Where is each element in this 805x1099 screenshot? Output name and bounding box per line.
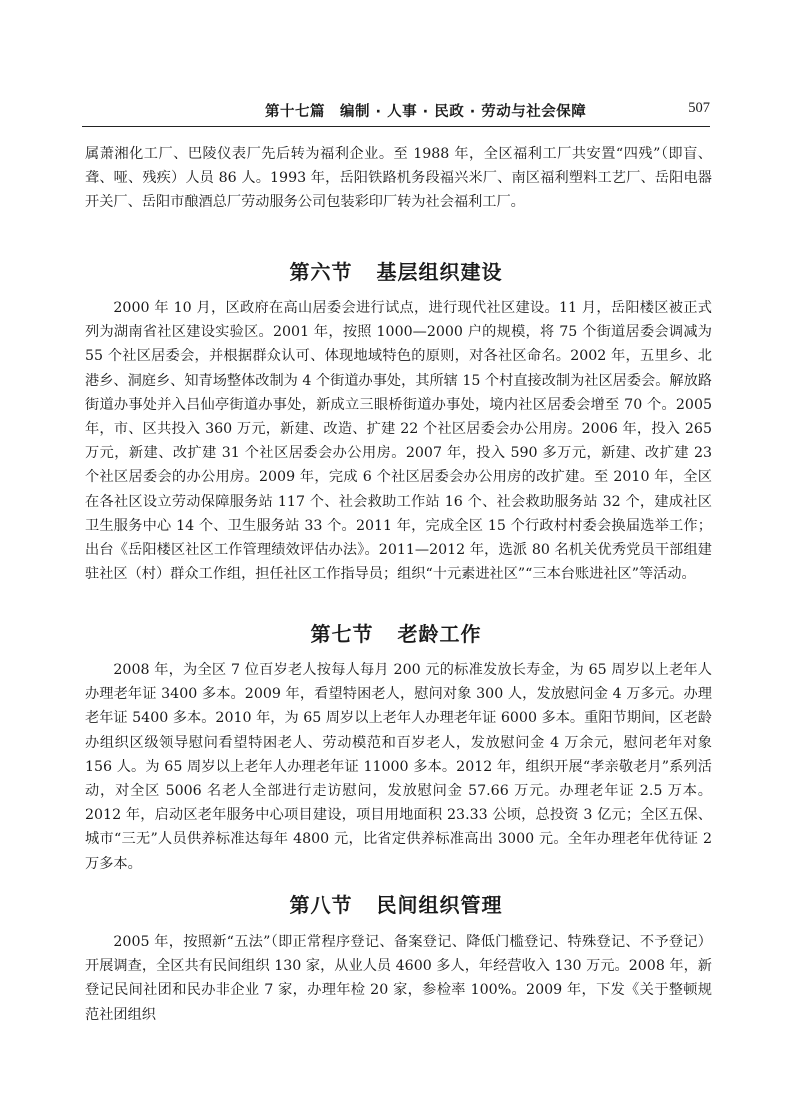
section-8-paragraph: 2005 年，按照新“五法”（即正常程序登记、备案登记、降低门槛登记、特殊登记、不予登记）开展调查，全区共有民间组织 130 家，从业人员 4600 多人，年经营收入 130 万元。2008 年，新登记民间社团和民办非企业 7 家，办理年检 20 家，参检率 100%。2009 年，下发《关于整顿规范社团组织 xyxy=(85,934,712,1023)
page-number: 507 xyxy=(688,100,710,116)
running-header xyxy=(82,100,710,122)
section-6-title: 基层组织建设 xyxy=(376,260,503,284)
section-7-paragraph: 2008 年，为全区 7 位百岁老人按每人每月 200 元的标准发放长寿金，为 65 周岁以上老年人办理老年证 3400 多本。2009 年，看望特困老人，慰问对象 300 人，发放慰问金 4 万多元。办理老年证 5400 多本。2010 年，为 65 周岁以上老年人办理老年证 6000 多本。重阳节期间，区老龄办组织区级领导慰问看望特困老人、劳动模范和百岁老人，发放慰问金 4 万余元，慰问老年对象 156 人。为 65 周岁以上老年人办理老年证 11000 多本。2012 年，组织开展“孝亲敬老月”系列活动，对全区 5006 名老人全部进行走访慰问，发放慰问金 57.66 万元。办理老年证 2.5 万本。2012 年，启动区老年服务中心项目建设，项目用地面积 23.33 公顷，总投资 3 亿元；全区五保、城市“三无”人员供养标准达每年 4800 元，比省定供养标准高出 3000 元。全年办理老年优待证 2 万多本。 xyxy=(85,662,712,872)
section-8-heading xyxy=(82,889,710,918)
intro-paragraph: 属萧湘化工厂、巴陵仪表厂先后转为福利企业。至 1988 年，全区福利工厂共安置“四残”（即盲、聋、哑、残疾）人员 86 人。1993 年，岳阳铁路机务段福兴米厂、南区福利塑料工艺厂、岳阳电器开关厂、岳阳市酿酒总厂劳动服务公司包装彩印厂转为社会福利工厂。 xyxy=(85,146,712,211)
section-6-number: 第六节 xyxy=(289,260,353,284)
section-8-title: 民间组织管理 xyxy=(376,893,503,917)
section-7-title: 老龄工作 xyxy=(397,622,482,646)
section-6-paragraph: 2000 年 10 月，区政府在高山居委会进行试点，进行现代社区建设。11 月，岳阳楼区被正式列为湖南省社区建设实验区。2001 年，按照 1000—2000 户的规模，将 75 个街道居委会调减为 55 个社区居委会，并根据群众认可、体现地域特色的原则，对各社区命名。2002 年，五里乡、北港乡、洞庭乡、知青场整体改制为 4 个街道办事处，其所辖 15 个村直接改制为社区居委会。解放路街道办事处并入吕仙亭街道办事处，新成立三眼桥街道办事处，境内社区居委会增至 70 个。2005 年，市、区共投入 360 万元，新建、改造、扩建 22 个社区居委会办公用房。2006 年，投入 265 万元，新建、改扩建 31 个社区居委会办公用房。2007 年，投入 590 多万元，新建、改扩建 23 个社区居委会的办公用房。2009 年，完成 6 个社区居委会办公用房的改扩建。至 2010 年，全区在各社区设立劳动保障服务站 117 个、社会救助工作站 16 个、社会救助服务站 32 个，建成社区卫生服务中心 14 个、卫生服务站 33 个。2011 年，完成全区 15 个行政村村委会换届选举工作；出台《岳阳楼区社区工作管理绩效评估办法》。2011—2012 年，选派 80 名机关优秀党员干部组建驻社区（村）群众工作组，担任社区工作指导员；组织“十元素进社区”“三本台账进社区”等活动。 xyxy=(85,300,712,583)
section-6-heading xyxy=(82,256,710,285)
header-rule xyxy=(82,126,710,127)
section-7-heading xyxy=(82,618,710,647)
section-7-number: 第七节 xyxy=(310,622,374,646)
chapter-title: 第十七篇 编制 · 人事 · 民政 · 劳动与社会保障 xyxy=(265,104,587,120)
section-8-number: 第八节 xyxy=(289,893,353,917)
